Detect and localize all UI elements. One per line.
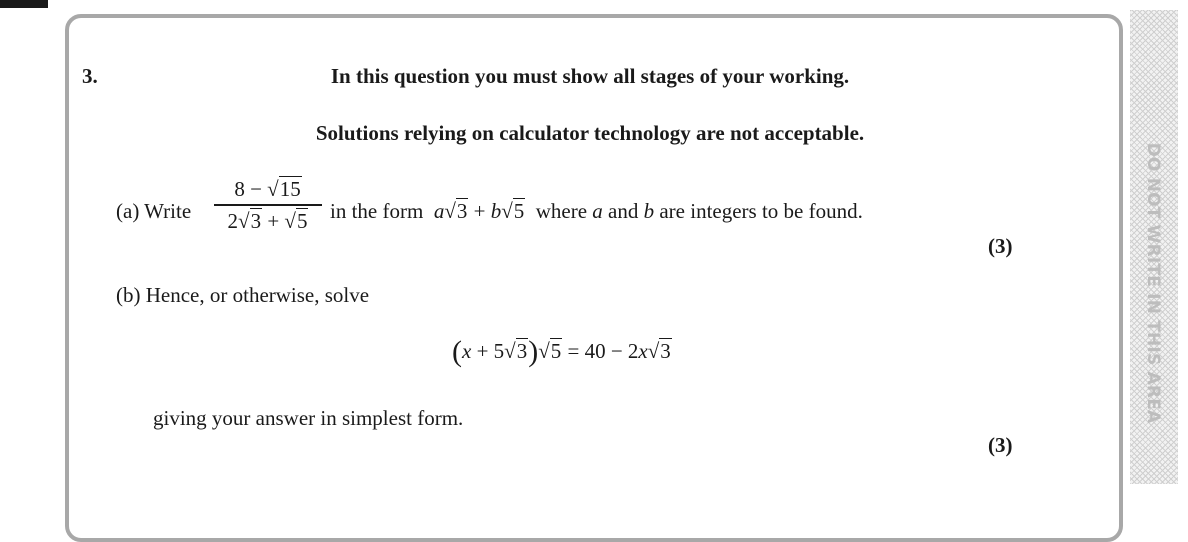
fraction-numerator: 8 − √15 xyxy=(234,177,301,201)
part-a-fraction xyxy=(214,176,322,235)
instruction-calculator: Solutions relying on calculator technology are not acceptable. xyxy=(315,121,865,145)
part-b-label: (b) Hence, or otherwise, solve xyxy=(116,283,370,307)
part-a-marks: (3) xyxy=(988,234,1013,258)
text-where: where xyxy=(535,199,588,223)
part-b-marks: (3) xyxy=(988,433,1013,457)
part-b-instruction: giving your answer in simplest form. xyxy=(153,406,464,430)
variable-a: a xyxy=(592,199,603,223)
instruction-working: In this question you must show all stages of your working. xyxy=(330,64,850,88)
text-and: and xyxy=(608,199,639,223)
part-b-equation: (x + 5√3)√5 = 40 − 2x√3 xyxy=(452,335,671,368)
form-expression: a√3 + b√5 xyxy=(433,199,525,223)
corner-mark xyxy=(0,0,48,8)
variable-b: b xyxy=(643,199,655,223)
question-frame xyxy=(65,14,1123,542)
question-number: 3. xyxy=(82,64,98,88)
do-not-write-label: DO NOT WRITE IN THIS AREA xyxy=(1143,142,1163,424)
part-a-label: (a) Write xyxy=(116,199,192,223)
text-integers: are integers to be found. xyxy=(659,199,863,223)
fraction-bar xyxy=(214,204,322,206)
part-a-statement xyxy=(330,199,863,224)
fraction-denominator: 2√3 + √5 xyxy=(227,208,308,233)
text-in-the-form: in the form xyxy=(330,199,424,223)
